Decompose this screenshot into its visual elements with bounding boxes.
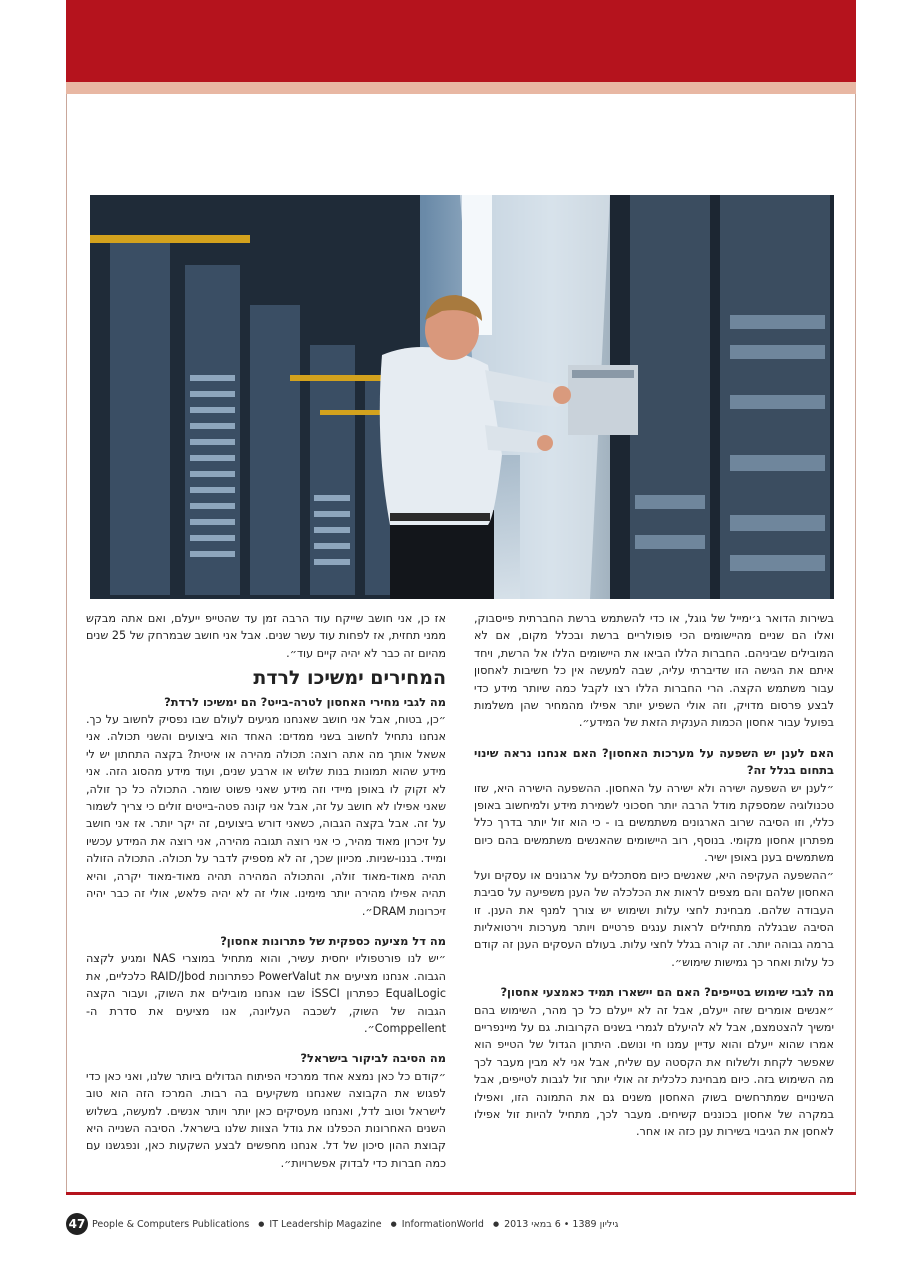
issue-info: גיליון 1389 • 6 במאי 2013 <box>504 1218 619 1230</box>
question-heading: האם לענן יש השפעה על מערכות האחסון? האם אנחנו נראה שינוי בתחום בגלל זה? <box>474 745 834 778</box>
page-footer <box>66 1212 622 1236</box>
paragraph: ״לענן יש השפעה ישירה ולא ישירה על האחסון. ההשפעה הישירה היא, שזו טכנולוגיה שמספקת מודל הרבה יותר חסכוני לשמירת מידע ולמיחשוב באופן כללי, וזו הסיבה שרוב הארגונים משתמשים בו - כי הוא זול יותר בדרך כלל מפתרון אחסון מקומי. בנוסף, רוב היישומים שהאנשים משתמשים בהם כיום משתמשים בענן באופן ישיר. <box>474 781 834 865</box>
site-name: InformationWorld <box>401 1218 484 1230</box>
page-number: 47 <box>66 1213 88 1235</box>
section-title: המחירים ימשיכו לרדת <box>253 667 446 690</box>
frame-line-right <box>855 94 856 1194</box>
server-room-photo <box>90 195 834 599</box>
question-heading: מה הסיבה לביקור בישראל? <box>300 1051 446 1066</box>
article-column-left <box>86 610 446 1172</box>
question-heading: מה דל מציעה כספקית של פתרונות אחסון? <box>220 933 446 948</box>
header-stripe <box>66 82 856 94</box>
publisher-name: People & Computers Publications <box>92 1218 250 1230</box>
question-heading: מה לגבי מחירי האחסון לטרה-בייט? הם ימשיכו לרדת? <box>164 694 446 709</box>
header-band <box>66 0 856 82</box>
footer-rule <box>66 1192 856 1195</box>
question-heading: מה לגבי שימוש בטייפים? האם הם יישארו תמיד כאמצעי אחסון? <box>500 985 834 1000</box>
paragraph: ״קודם כל כאן נמצא אחד ממרכזי הפיתוח הגדולים ביותר שלנו, ואני כאן כדי לפגוש את הקבוצה שאנחנו משקיעים בה רבות. המרכז הזה הוא טוב לישראל וטוב לדל, ואנחנו מעסיקים כאן יותר ויותר אנשים. למעשה, בשלוש השנים האחרונות הכפלנו את גודל הצוות שלנו בישראל. הסיבה השנייה היא קבוצת ההון סיכון של דל. אנחנו מחפשים לבצע השקעות כאן, ונפגשנו עם כמה חברות כדי לבדוק אפשרויות״. <box>86 1069 446 1170</box>
magazine-name: IT Leadership Magazine <box>269 1218 382 1230</box>
bullet-separator: ● <box>390 1220 397 1228</box>
paragraph: ״אנשים אומרים שזה ייעלם, אבל זה לא ייעלם כל כך מהר, השימוש בהם ימשיך להצטמצם, אבל לא להיעלם לגמרי בשנים הקרובות. גם על מיינפריים אמרו שהוא ייעלם והוא עדיין עמנו חי ונושם. היתרון הגדול של הטייפ הוא שאפשר לקחת ולשלוח את הקסטה עם שליח, אבל אני לא מבין מעבר לכך מה השימוש בזה. כיום מבחינת כלכלית זה אולי יותר זול לגבות לטייפים, אבל השינויים שמתרחשים בשוק האחסון משנים גם את התמונה הזו, ואפילו במקרה של אחסון בכוננים קשיחים. מעבר לכך, מתחיל להיות זול אפילו לאחסן את הגיבוי בשירות ענן כזה או אחר. <box>474 1003 834 1139</box>
paragraph: ״כן, בטוח, אבל אני חושב שאנחנו מגיעים לעולם שבו נפסיק לחשוב על כך. אנחנו נתחיל לחשוב בשני ממדים: האחד הוא ביצועים והשני תכולה. אני אשאל אותך מה אתה רוצה: תכולה מהירה או איטית? בקצה התחתון יש לי מידע שהוא תמונות בנות שלוש או ארבע שנים, ועוד מידע מהסוג הזה. אני לא זקוק לו באופן מיידי וזה מידע שאני פשוט שומר. התכולה כל כך זולה, שאני אפילו לא חושב על זה, אבל אני קונה פטה-בייטים זולים כי צריך לשמור על זה. אבל בקצה הגבוה, כשאני דורש ביצועים, זה יקר יותר. אז אני חושב על זיכרון מאוד מהיר, כי אני רוצה תגובה מהירה, אני רוצה את המידע עכשיו ומייד. בננו-שניות. מכיוון שכך, זה לא מספיק לדבר על תכולה. התכולה הזולה תהיה מאוד-מאוד זולה, והתכולה המהירה תהיה מאוד-מאוד יקרה, והיא תהיה אפילו מהירה יותר מימינו. אולי זה לא יהיה פלאש, אולי זה כבר יהיה זיכרונות DRAM״. <box>86 713 446 918</box>
frame-line-left <box>66 94 67 1194</box>
article-column-right <box>474 610 834 1141</box>
bullet-separator: ● <box>492 1220 500 1228</box>
paragraph: ״יש לנו פורטפוליו יחסית עשיר, והוא מתחיל במוצרי NAS ומגיע לקצה הגבוה. אנחנו מציעים את PowerValut כפתרונות RAID/Jbod כלכליים, את EqualLogic כפתרון iSSCI שבו אנחנו מובילים את השוק, ועבור הקצה הגבוה של השוק, לשכבה העליונה, אנו מציעים את סדרת ה-Comppellent״. <box>86 952 447 1035</box>
paragraph: ״ההשפעה העקיפה היא, שאנשים כיום מסתכלים על ארגונים או עסקים ועל האחסון שלהם והם מצפים לראות את הכלכלה של הענן משפיעה על סביבת העבודה שלהם. מבחינת לחצי עלות ושימוש יש צורך למנף את הענן. זו הסיבה שבגללה מתחילים לראות ענגים פרטיים ויותר מערכות וירטואליות ברמה גבוהה יותר. זה קורה בגלל לחצי עלות. בעולם העסקים הענן זה קודם כל עלות ואחר כך גמישות שימוש״. <box>474 868 834 969</box>
paragraph: אז כן, אני חושב שייקח עוד הרבה זמן עד שהטייפ ייעלם, ואם אתה מבקש ממני תחזית, אז לפחות עוד עשר שנים. אבל אני חושב שבמרחק של 25 שנים מהיום זה כבר לא יהיה קיים עוד״. <box>86 612 446 660</box>
bullet-separator: ● <box>258 1220 265 1228</box>
paragraph: בשירות הדואר ג׳ימייל של גוגל, או כדי להשתמש ברשת החברתית פייסבוק, ואלו הם שניים מהיישומים הכי פופולריים ברשת ובכלל מקום, אם לא המובילים שביניהם. החברות הללו הביאו את היישומים הללו אל הרשת, ויחד איתם את הגישה הזו שדיברתי עליה, שבה למעשה אין כל חשיבות לאחסון עבור משתמש הקצה. הרי החברות הללו רצו לקבל כמה שיותר מידע כדי לבצע פרסום מדויק, וזה אולי השפיע יותר אפילו מהמחיר שהן משלמות בפועל עבור אחסון הכמות הענקית הזאת של המידע״. <box>474 612 834 730</box>
